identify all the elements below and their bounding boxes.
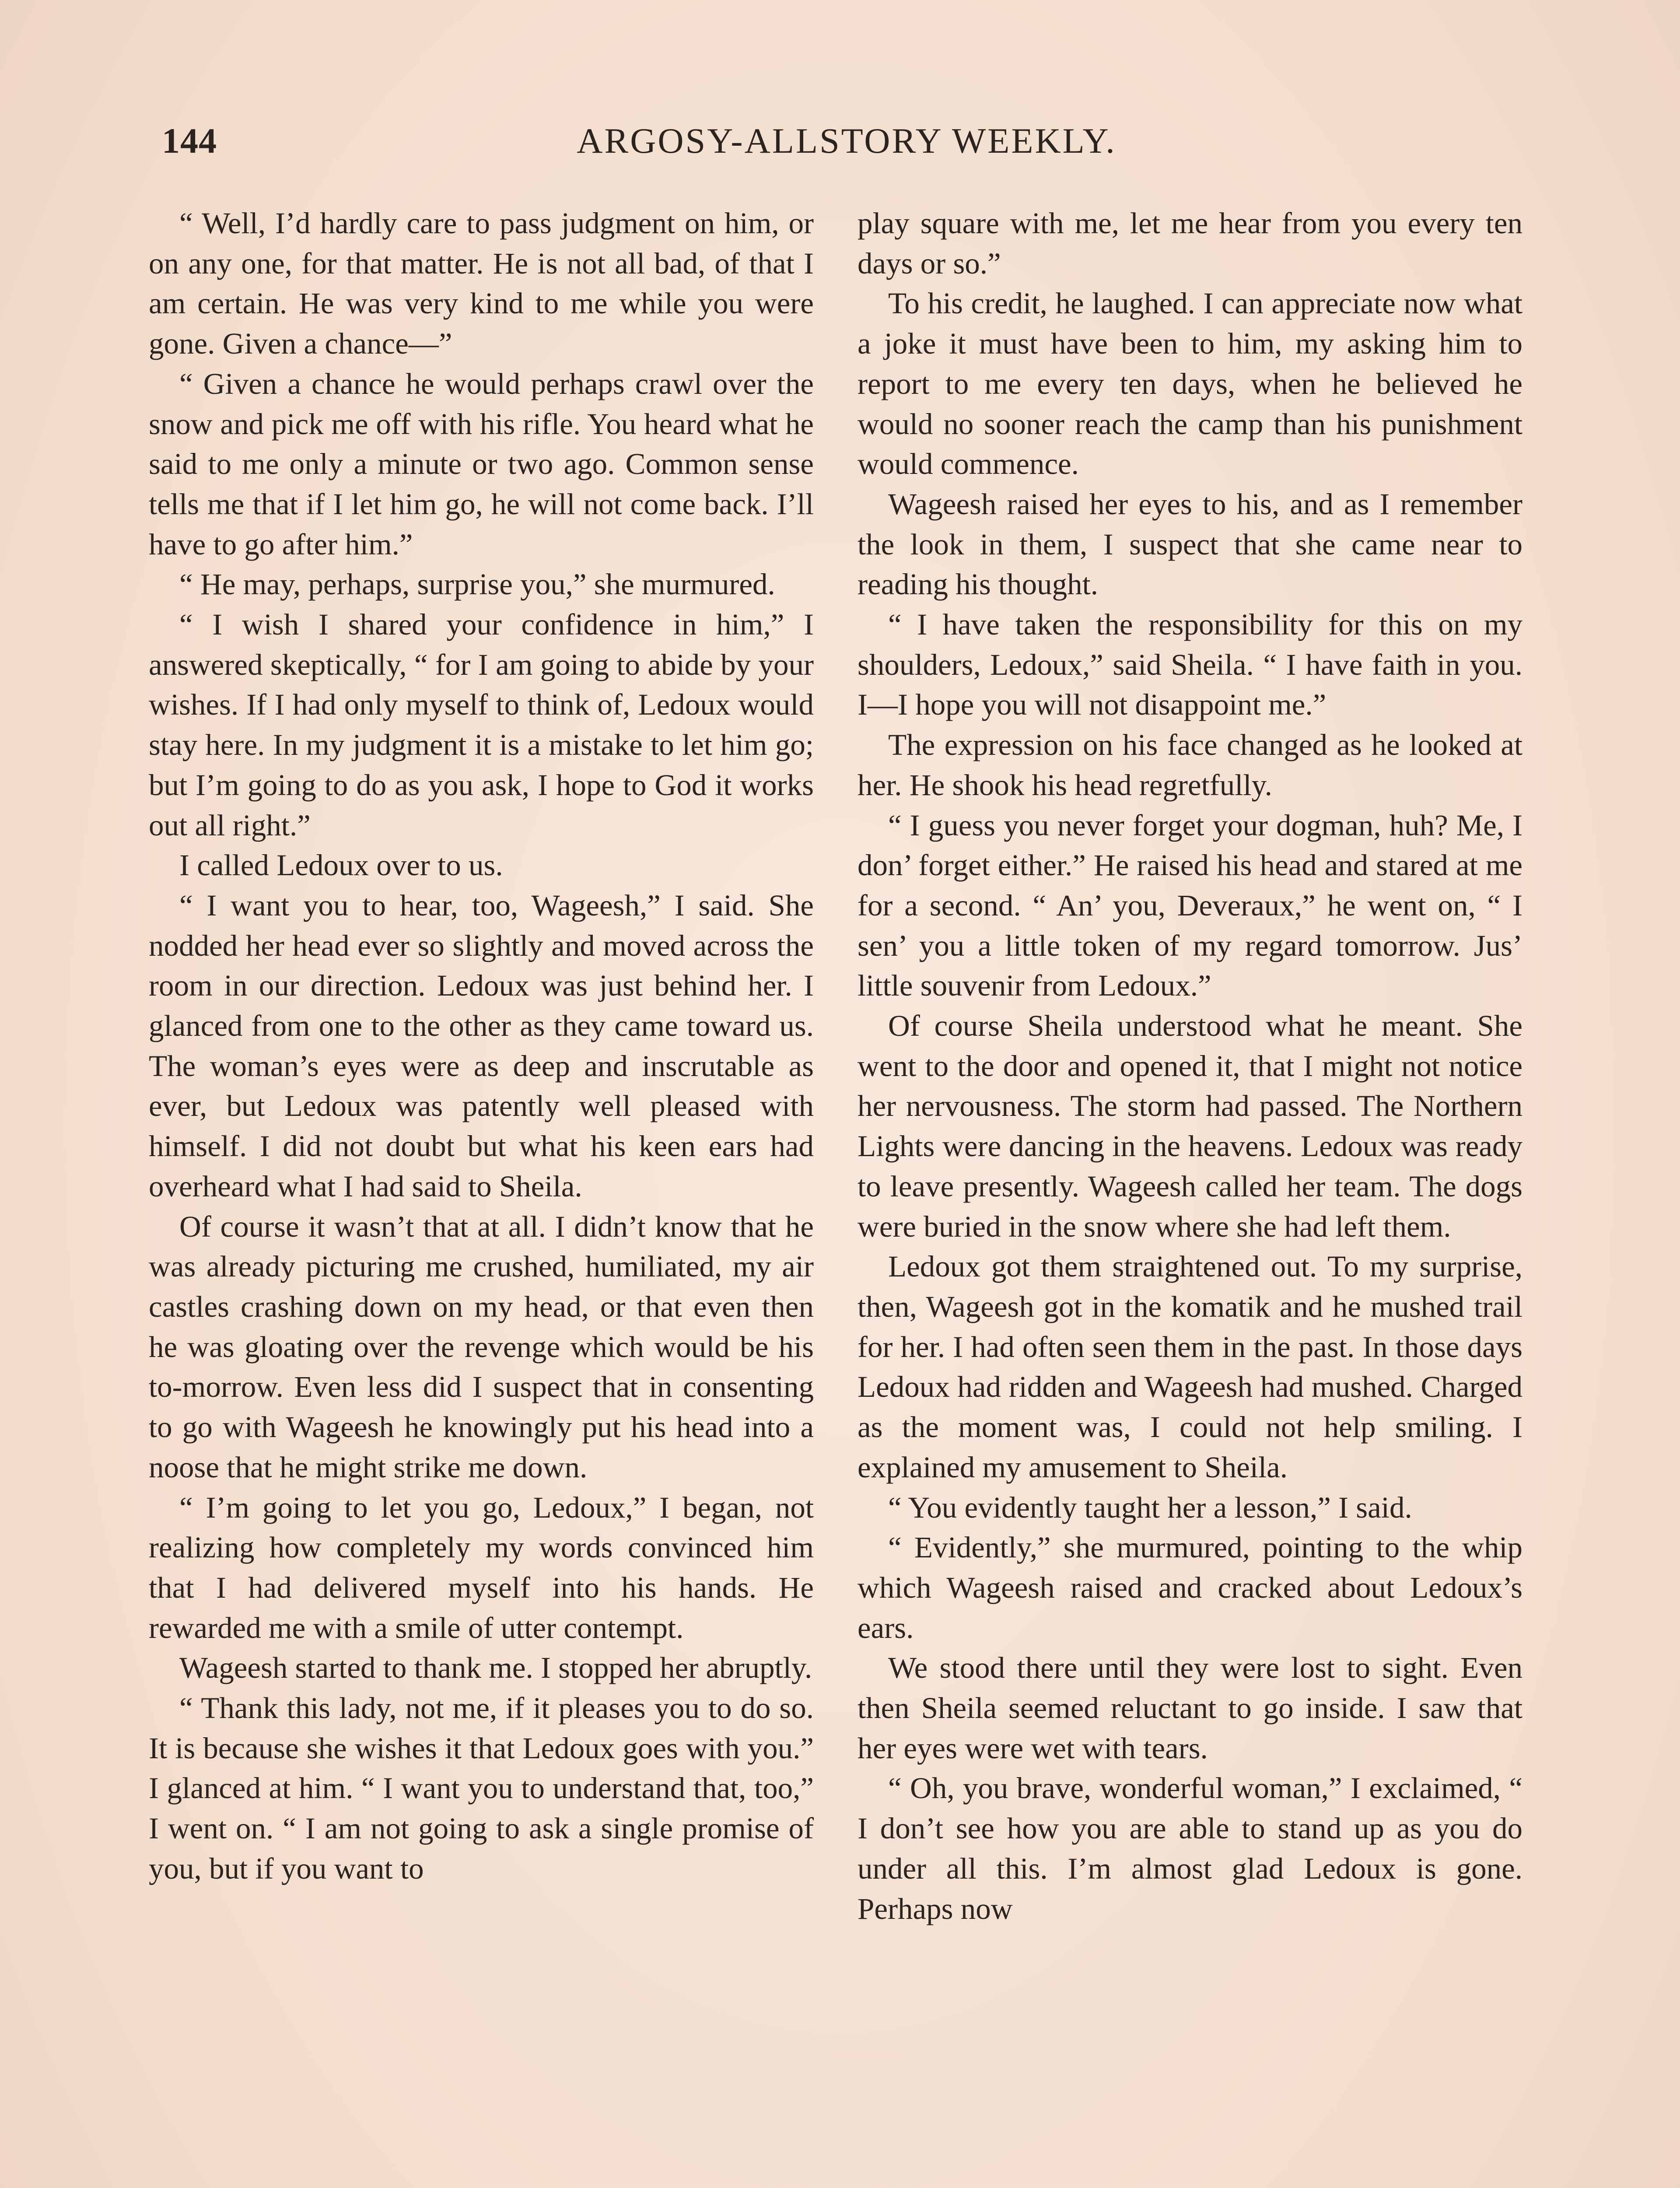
paragraph: Ledoux got them straightened out. To my surprise, then, Wageesh got in the komatik and he mushed trail for her. I had often seen them in the past. In those days Ledoux had ridden and Wageesh had mushed. Charged as the moment was, I could not help smiling. I explained my amusement to Sheila.: [858, 1250, 1522, 1484]
paragraph: Of course Sheila understood what he meant. She went to the door and opened it, that I might not notice her nervousness. The storm had passed. The Northern Lights were dancing in the heavens. Ledoux was ready to leave presently. Wageesh called her team. The dogs were buried in the snow where she had left them.: [858, 1009, 1522, 1243]
paragraph: “ I have taken the responsibility for this on my shoulders, Ledoux,” said Sheila. “ I have faith in you. I—I hope you will not disappoint me.”: [858, 608, 1522, 722]
page-header: [162, 120, 1531, 173]
paragraph: “ I’m going to let you go, Ledoux,” I began, not realizing how completely my words convinced him that I had delivered myself into his hands. He rewarded me with a smile of utter contempt.: [149, 1490, 814, 1645]
paragraph: We stood there until they were lost to sight. Even then Sheila seemed reluctant to go inside. I saw that her eyes were wet with tears.: [858, 1651, 1522, 1765]
paragraph: “ Given a chance he would perhaps crawl over the snow and pick me off with his rifle. You heard what he said to me only a minute or two ago. Common sense tells me that if I let him go, he will not come back. I’ll have to go after him.”: [149, 367, 814, 561]
paragraph: Wageesh started to thank me. I stopped her abruptly.: [179, 1651, 812, 1685]
paragraph: I called Ledoux over to us.: [179, 849, 503, 882]
right-column: [858, 203, 1522, 1929]
paragraph: To his credit, he laughed. I can appreciate now what a joke it must have been to him, my asking him to report to me every ten days, when he believed he would no sooner reach the camp than his punishment would commence.: [858, 287, 1522, 481]
page-number: 144: [162, 121, 217, 161]
paragraph: “ Thank this lady, not me, if it pleases you to do so. It is because she wishes it that Ledoux goes with you.” I glanced at him. “ I want you to understand that, too,” I went on. “ I am not going to ask a single promise of you, but if you want to: [149, 1691, 814, 1885]
paragraph: “ I guess you never forget your dogman, huh? Me, I don’ forget either.” He raised his head and stared at me for a second. “ An’ you, Deveraux,” he went on, “ I sen’ you a little token of my regard tomorrow. Jus’ little souvenir from Ledoux.”: [858, 808, 1522, 1003]
paragraph: “ Well, I’d hardly care to pass judgment on him, or on any one, for that matter. He is not all bad, of that I am certain. He was very kind to me while you were gone. Given a chance—”: [149, 207, 814, 361]
paragraph: “ I wish I shared your confidence in him,” I answered skeptically, “ for I am going to abide by your wishes. If I had only myself to think of, Ledoux would stay here. In my judgment it is a mistake to let him go; but I’m going to do as you ask, I hope to God it works out all right.”: [149, 608, 814, 842]
paragraph: “ Evidently,” she murmured, pointing to the whip which Wageesh raised and cracked about Ledoux’s ears.: [858, 1531, 1522, 1645]
paragraph: The expression on his face changed as he looked at her. He shook his head regretfully.: [858, 728, 1522, 802]
paragraph: Wageesh raised her eyes to his, and as I remember the look in them, I suspect that she came near to reading his thought.: [858, 487, 1522, 601]
left-column: [149, 203, 814, 1889]
paragraph: “ Oh, you brave, wonderful woman,” I exclaimed, “ I don’t see how you are able to stand up as you do under all this. I’m almost glad Ledoux is gone. Perhaps now: [858, 1771, 1522, 1925]
paragraph: “ You evidently taught her a lesson,” I said.: [888, 1490, 1412, 1524]
paragraph: Of course it wasn’t that at all. I didn’t know that he was already picturing me crushed, humiliated, my air castles crashing down on my head, or that even then he was gloating over the revenge which would be his to-morrow. Even less did I suspect that in consenting to go with Wageesh he knowingly put his head into a noose that he might strike me down.: [149, 1210, 814, 1484]
paragraph: play square with me, let me hear from you every ten days or so.”: [858, 207, 1522, 280]
paragraph: “ He may, perhaps, surprise you,” she murmured.: [179, 568, 775, 601]
paragraph: “ I want you to hear, too, Wageesh,” I said. She nodded her head ever so slightly and moved across the room in our direction. Ledoux was just behind her. I glanced from one to the other as they came toward us. The woman’s eyes were as deep and inscrutable as ever, but Ledoux was patently well pleased with himself. I did not doubt but what his keen ears had overheard what I had said to Sheila.: [149, 888, 814, 1203]
running-title: ARGOSY-ALLSTORY WEEKLY.: [577, 121, 1116, 161]
